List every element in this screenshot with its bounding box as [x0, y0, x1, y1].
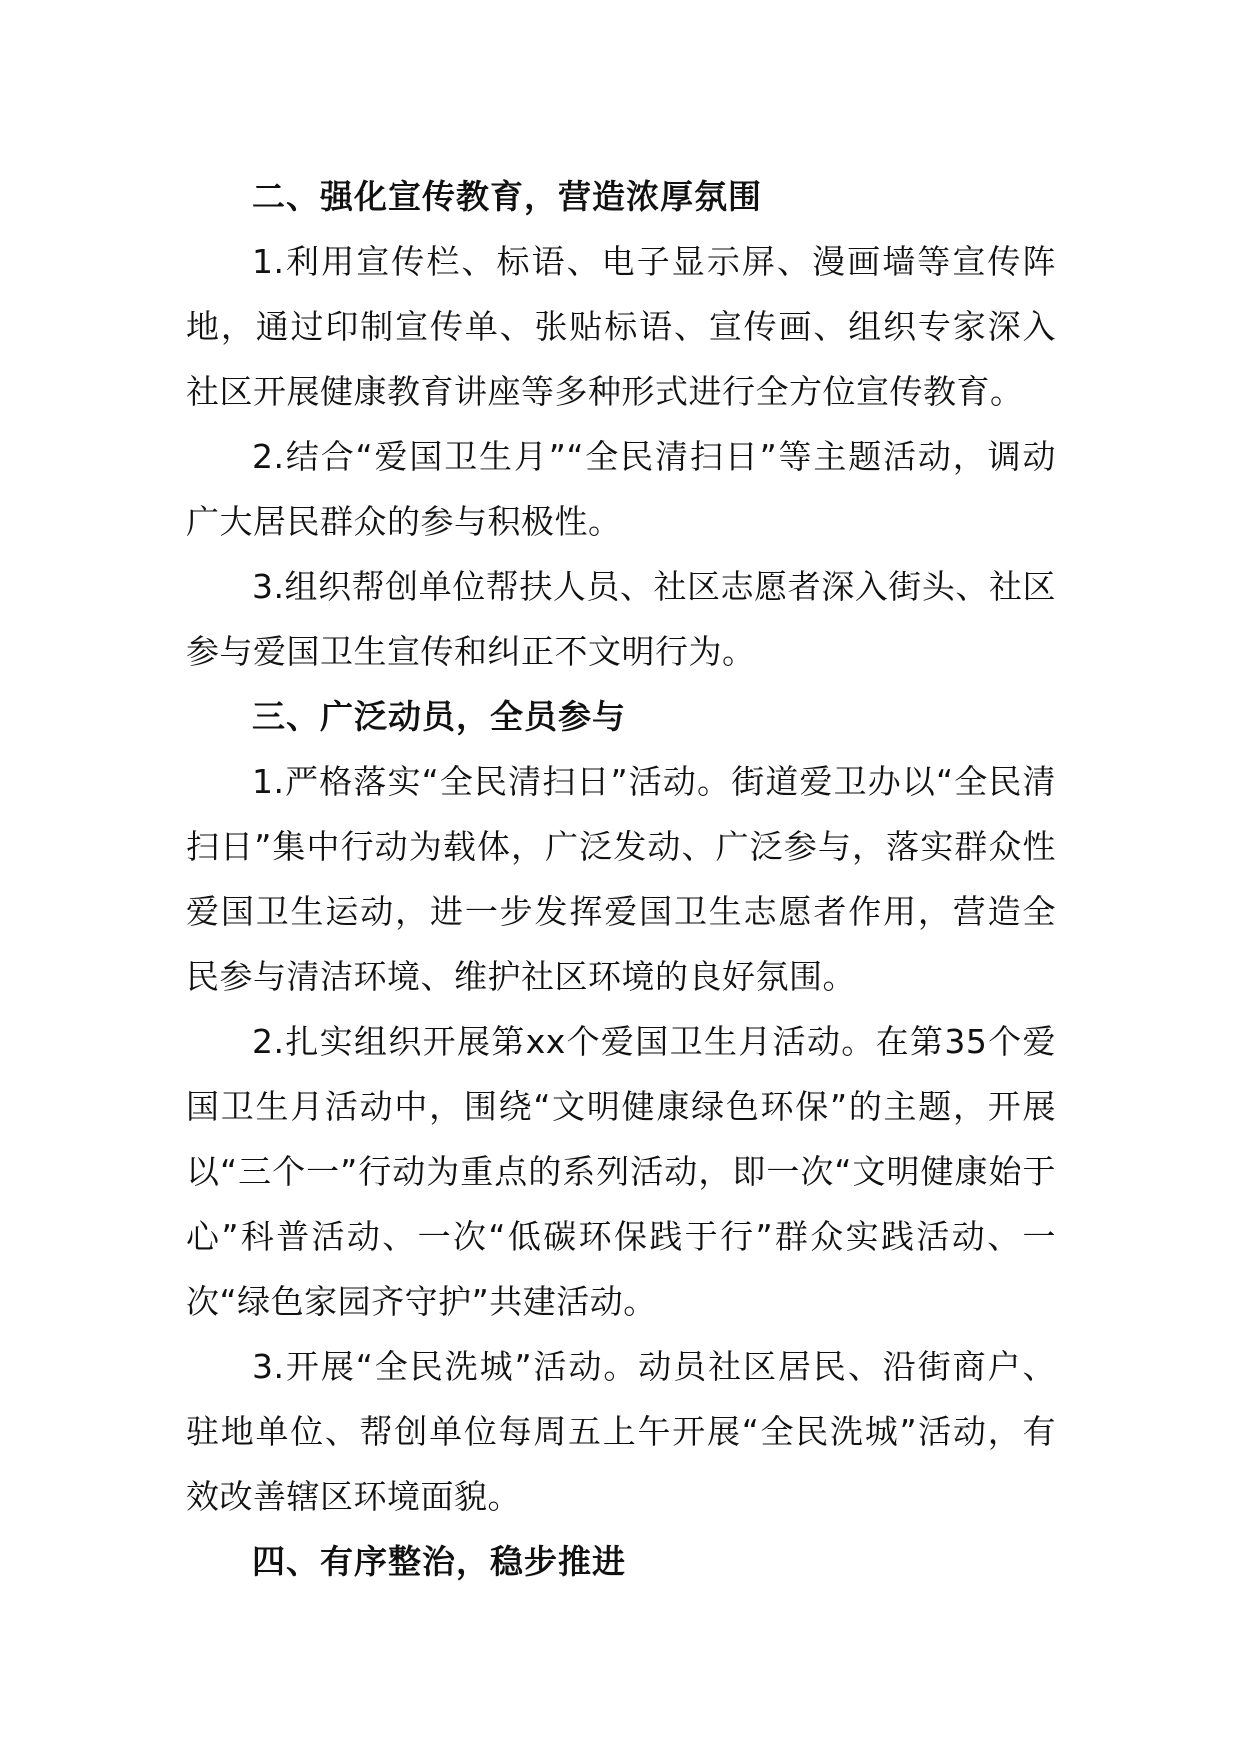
section-3-paragraph-3: 3.开展“全民洗城”活动。动员社区居民、沿街商户、驻地单位、帮创单位每周五上午开展“全民洗城”活动，有效改善辖区环境面貌。	[186, 1347, 1056, 1516]
section-heading-4: 四、有序整治，稳步推进	[252, 1542, 626, 1581]
section-2-paragraph-3: 3.组织帮创单位帮扶人员、社区志愿者深入街头、社区参与爱国卫生宣传和纠正不文明行为。	[186, 567, 1056, 671]
section-heading-2: 二、强化宣传教育，营造浓厚氛围	[252, 177, 762, 216]
section-3-paragraph-2: 2.扎实组织开展第xx个爱国卫生月活动。在第35个爱国卫生月活动中，围绕“文明健康绿色环保”的主题，开展以“三个一”行动为重点的系列活动，即一次“文明健康始于心”科普活动、一次“低碳环保践于行”群众实践活动、一次“绿色家园齐守护”共建活动。	[186, 1022, 1056, 1321]
document-body	[186, 164, 1056, 1594]
section-2-paragraph-2: 2.结合“爱国卫生月”“全民清扫日”等主题活动，调动广大居民群众的参与积极性。	[186, 437, 1056, 541]
section-3-paragraph-1: 1.严格落实“全民清扫日”活动。街道爱卫办以“全民清扫日”集中行动为载体，广泛发动、广泛参与，落实群众性爱国卫生运动，进一步发挥爱国卫生志愿者作用，营造全民参与清洁环境、维护社区环境的良好氛围。	[186, 762, 1056, 996]
section-heading-3: 三、广泛动员，全员参与	[252, 697, 626, 736]
section-2-paragraph-1: 1.利用宣传栏、标语、电子显示屏、漫画墙等宣传阵地，通过印制宣传单、张贴标语、宣传画、组织专家深入社区开展健康教育讲座等多种形式进行全方位宣传教育。	[186, 242, 1056, 411]
